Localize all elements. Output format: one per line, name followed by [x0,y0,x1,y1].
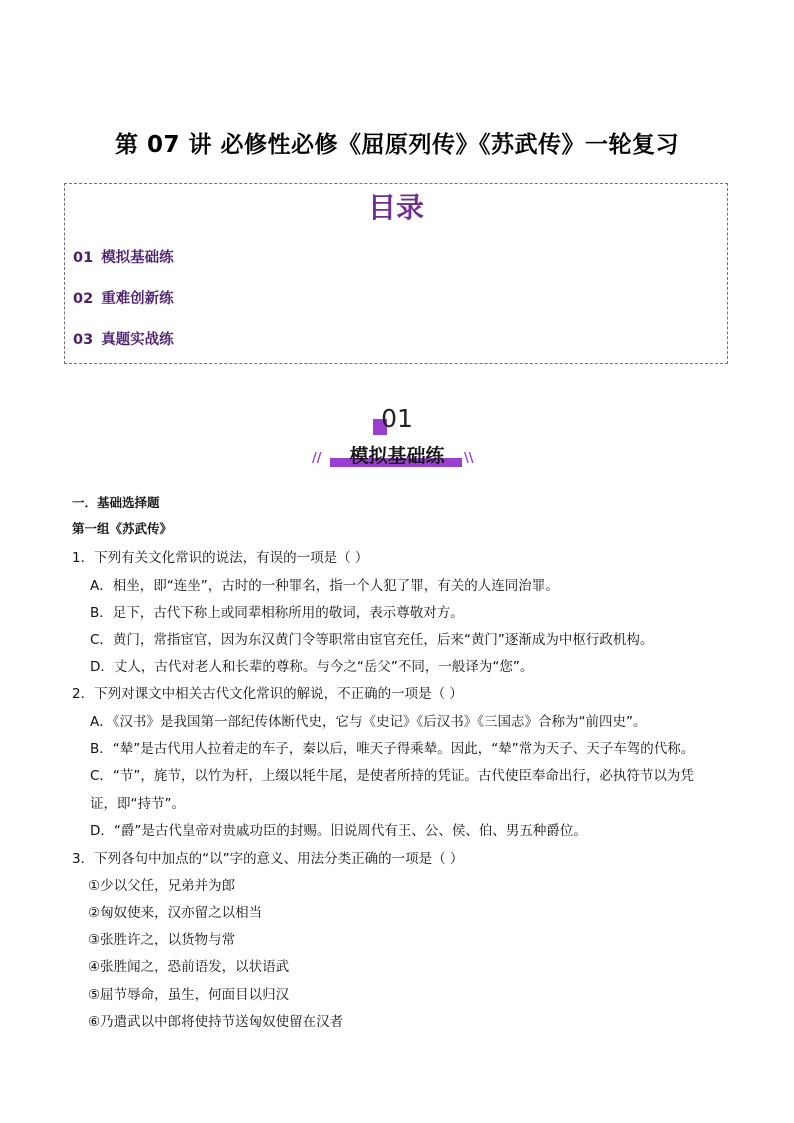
page-title: 第 07 讲 必修性必修《屈原列传》《苏武传》一轮复习 [114,132,680,158]
part-heading: 一．基础选择题 [72,495,160,510]
toc-item[interactable] [73,287,174,308]
toc-item-label: 模拟基础练 [101,250,174,266]
toc-item-label: 重难创新练 [101,291,174,307]
toc-item[interactable] [73,246,174,267]
question-3-item: ⑥乃遣武以中郎将使持节送匈奴使留在汉者 [88,1014,344,1030]
question-3-item: ⑤屈节辱命，虽生，何面目以归汉 [88,987,290,1003]
question-3-item: ②匈奴使来，汉亦留之以相当 [88,905,263,921]
toc-item[interactable] [73,328,174,349]
section-number: 01 [381,404,413,433]
question-1-option-c: C．黄门，常指宦官，因为东汉黄门令等职常由宦官充任，后来“黄门”逐渐成为中枢行政机构。 [90,632,654,648]
question-2-option-c: C．“节”，旄节，以竹为杆，上缀以牦牛尾，是使者所持的凭证。古代使臣奉命出行，必执符节以为凭 [90,768,694,784]
toc-item-number: 02 [73,291,94,307]
toc-item-label: 真题实战练 [101,332,174,348]
table-of-contents [64,183,728,364]
question-3-stem: 3．下列各句中加点的“以”字的意义、用法分类正确的一项是（ ） [72,851,464,867]
question-2-option-d: D．“爵”是古代皇帝对贵戚功臣的封赐。旧说周代有王、公、侯、伯、男五种爵位。 [90,823,587,839]
toc-item-number: 03 [73,332,94,348]
toc-heading: 目录 [367,191,424,224]
group-heading: 第一组《苏武传》 [72,521,173,536]
question-1-stem: 1．下列有关文化常识的说法，有误的一项是（ ） [72,550,369,566]
question-1-option-b: B．足下，古代下称上或同辈相称所用的敬词，表示尊敬对方。 [90,605,464,621]
question-2-stem: 2．下列对课文中相关古代文化常识的解说，不正确的一项是（ ） [72,686,463,702]
question-3-item: ④张胜闻之，恐前语发，以状语武 [88,959,290,975]
toc-item-number: 01 [73,250,94,266]
question-2-option-a: A．《汉书》是我国第一部纪传体断代史，它与《史记》《后汉书》《三国志》合称为“前四史”。 [90,714,647,730]
section-slash-left: // [312,451,322,466]
section-slash-right: \\ [464,451,474,466]
section-title: 模拟基础练 [349,445,445,467]
question-2-option-b: B．“辇”是古代用人拉着走的车子，秦以后，唯天子得乘辇。因此，“辇”常为天子、天子车驾的代称。 [90,741,695,757]
question-3-item: ①少以父任，兄弟并为郎 [88,878,236,894]
question-3-item: ③张胜许之，以货物与常 [88,932,236,948]
question-1-option-d: D．丈人，古代对老人和长辈的尊称。与今之“岳父”不同，一般译为“您”。 [90,659,534,675]
question-2-option-c-continued: 证，即“持节”。 [90,796,185,812]
question-1-option-a: A．相坐，即“连坐”，古时的一种罪名，指一个人犯了罪，有关的人连同治罪。 [90,578,559,594]
